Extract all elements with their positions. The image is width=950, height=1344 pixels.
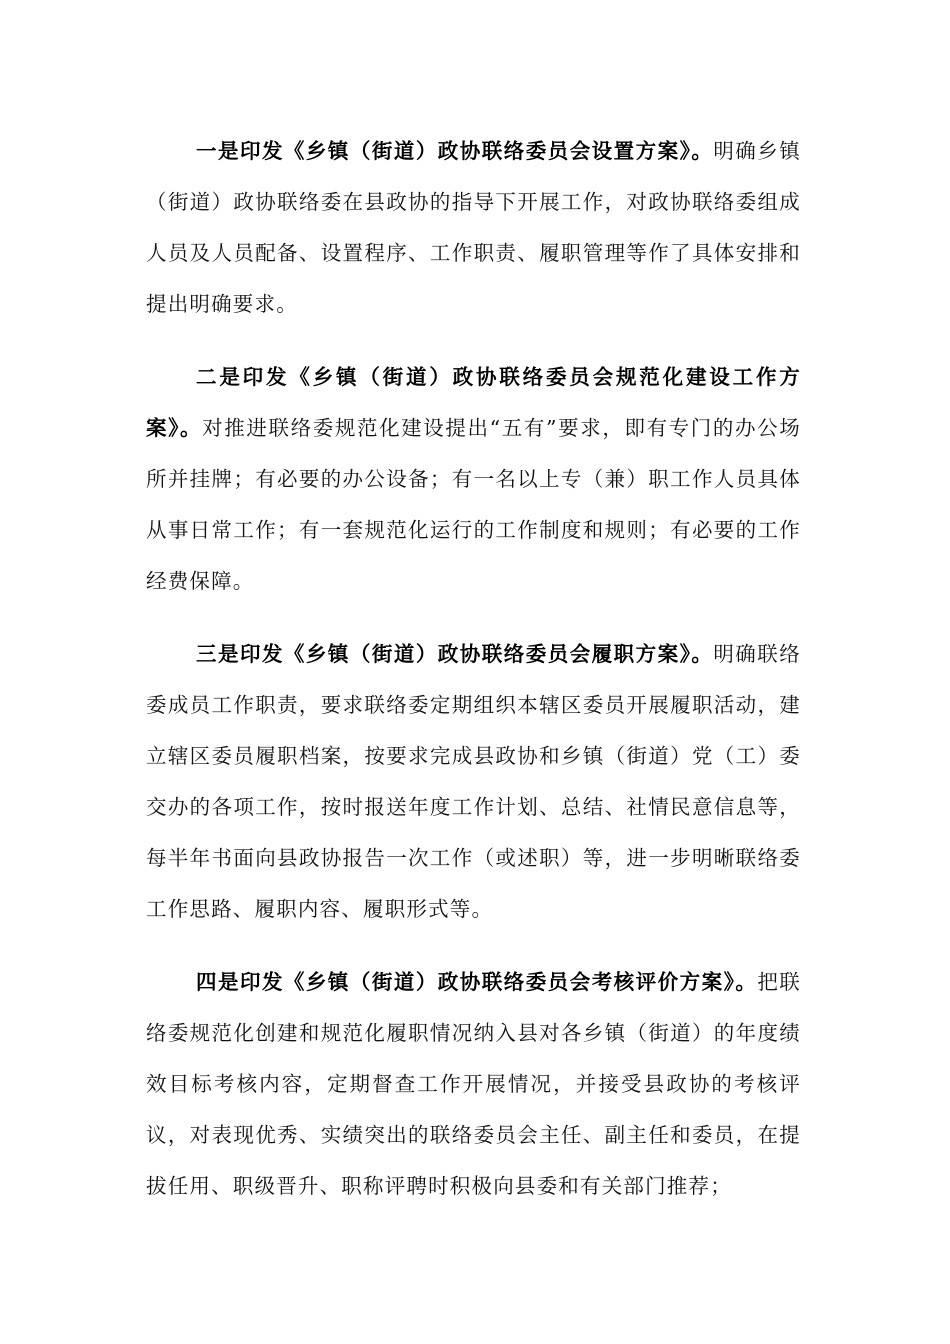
paragraph-4-body: 把联络委规范化创建和规范化履职情况纳入县对各乡镇（街道）的年度绩效目标考核内容，定期督查工作开展情况，并接受县政协的考核评议，对表现优秀、实绩突出的联络委员会主任、副主任和委员，在提拔任用、职级晋升、职称评聘时积极向县委和有关部门推荐； [146,970,801,1198]
paragraph-2-body: 对推进联络委规范化建设提出“五有”要求，即有专门的办公场所并挂牌；有必要的办公设备；有一名以上专（兼）职工作人员具体从事日常工作；有一套规范化运行的工作制度和规则；有必要的工作经费保障。 [146,416,801,593]
paragraph-1-body: 明确乡镇（街道）政协联络委在县政协的指导下开展工作，对政协联络委组成人员及人员配备、设置程序、工作职责、履职管理等作了具体安排和提出明确要求。 [146,139,801,316]
paragraph-1 [146,126,801,330]
paragraph-4 [146,957,801,1212]
paragraph-2-lead: 二是印发《乡镇（街道）政协联络委员会规范化建设工作方案》。 [146,365,801,440]
paragraph-3-body: 明确联络委成员工作职责，要求联络委定期组织本辖区委员开展履职活动，建立辖区委员履职档案，按要求完成县政协和乡镇（街道）党（工）委交办的各项工作，按时报送年度工作计划、总结、社情民意信息等，每半年书面向县政协报告一次工作（或述职）等，进一步明晰联络委工作思路、履职内容、履职形式等。 [146,642,801,921]
paragraph-2 [146,352,801,607]
paragraph-3-lead: 三是印发《乡镇（街道）政协联络委员会履职方案》。 [196,642,714,666]
paragraph-4-lead: 四是印发《乡镇（街道）政协联络委员会考核评价方案》。 [196,970,758,994]
document-page [146,126,801,1212]
paragraph-3 [146,629,801,935]
paragraph-1-lead: 一是印发《乡镇（街道）政协联络委员会设置方案》。 [196,139,714,163]
